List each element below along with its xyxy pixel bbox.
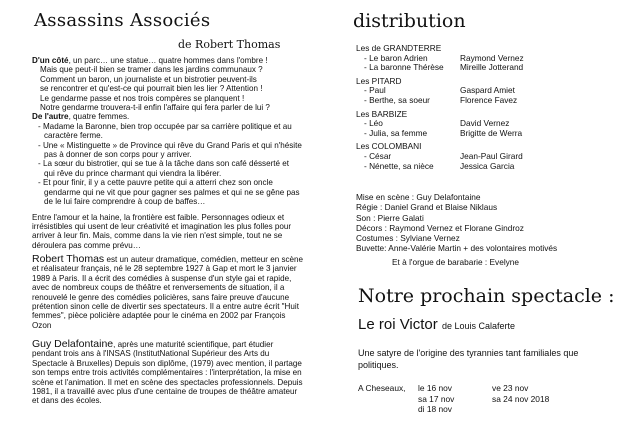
cast-role: - Paul bbox=[364, 85, 386, 96]
cast-group bbox=[356, 142, 616, 171]
credit-line: Mise en scène : Guy Delafontaine bbox=[356, 192, 481, 202]
next-play-title: Le roi Victor bbox=[358, 316, 438, 333]
cast-actor: David Vernez bbox=[460, 118, 510, 129]
next-show-heading: Notre prochain spectacle : bbox=[358, 285, 615, 307]
date-item: sa 17 nov bbox=[418, 393, 455, 404]
intro-lead-1 bbox=[32, 56, 302, 65]
cast-actor: Gaspard Amiet bbox=[460, 85, 515, 96]
dates-column-2 bbox=[492, 383, 572, 404]
character-item: - Madame la Baronne, bien trop occupée par sa carrière politique et au caractère ferme. bbox=[38, 121, 292, 141]
cast-group-name: Les BARBIZE bbox=[356, 108, 408, 119]
director-bio bbox=[32, 340, 304, 406]
cast-row bbox=[356, 96, 616, 106]
cast-group bbox=[356, 77, 616, 106]
author-bio-text bbox=[32, 255, 304, 330]
author-bio-name: Robert Thomas bbox=[32, 253, 105, 265]
cast-actor: Raymond Vernez bbox=[460, 52, 524, 63]
dates-column-1 bbox=[418, 383, 498, 415]
next-play-author: de Louis Calaferte bbox=[441, 321, 515, 331]
character-item: - Et pour finir, il y a cette pauvre petite qui a atterri chez son oncle gendarme qui ne vit que pour gagner ses palmes et qui ne se gêne pas de le lui faire comprendre à coup de baffes… bbox=[38, 178, 300, 207]
cast-actor: Mireille Jotterand bbox=[460, 62, 524, 73]
intro-lead-1-bold: D'un côté bbox=[32, 56, 69, 65]
intro-line: Notre gendarme trouvera-t-il enfin l'affaire qui fera parler de lui ? bbox=[40, 103, 270, 113]
credit-line: Buvette: Anne-Valérie Martin + des volontaires motivés bbox=[356, 243, 558, 254]
cast-role: - Nénette, sa nièce bbox=[364, 160, 434, 171]
director-bio-text bbox=[32, 340, 304, 406]
cast-actor: Brigitte de Werra bbox=[460, 127, 523, 138]
cast-row bbox=[356, 162, 616, 172]
distribution-title: distribution bbox=[353, 10, 466, 32]
character-item: - Une « Mistinguette » de Province qui rêve du Grand Paris et qui n'hésite pas à donner de son corps pour y arriver. bbox=[38, 140, 302, 160]
intro-closing: Entre l'amour et la haine, la frontière est faible. Personnages odieux et irrésistibles qui usent de leur créativité et imagination les plus folles pour arriver à leur fin. Mais, comme dans la vie rien n'est simple, tout ne se déroulera pas comme prévu… bbox=[32, 212, 292, 250]
play-title: Assassins Associés bbox=[34, 10, 211, 31]
cast-actor: Jessica Garcia bbox=[460, 160, 515, 171]
cast-group-name: Les de GRANDTERRE bbox=[356, 43, 442, 53]
cast-actor: Jean-Paul Girard bbox=[460, 150, 523, 161]
next-play-synopsis: Une satyre de l'origine des tyrannies tant familiales que politiques. bbox=[358, 348, 579, 370]
credit-line: Régie : Daniel Grand et Blaise Niklaus bbox=[356, 202, 498, 213]
orgue-credit: Et à l'orgue de barabarie : Evelyne bbox=[392, 256, 520, 267]
intro-lead-1-rest: , un parc… une statue… quatre hommes dans l'ombre ! bbox=[68, 56, 268, 65]
date-item: le 16 nov bbox=[418, 383, 452, 393]
cast-group-name: Les PITARD bbox=[356, 75, 402, 86]
director-bio-name: Guy Delafontaine bbox=[32, 338, 114, 350]
cast-group-name: Les COLOMBANI bbox=[356, 141, 422, 152]
credit-line: Son : Pierre Galati bbox=[356, 212, 424, 223]
intro-lead-2 bbox=[32, 112, 302, 121]
cast-role: - Léo bbox=[364, 118, 383, 129]
author-bio bbox=[32, 255, 304, 330]
cast-row bbox=[356, 63, 616, 73]
director-bio-body: , après une maturité scientifique, part étudier pendant trois ans à l'INSAS (InstitutNational Supérieur des Arts du Spectacle à Bruxelles) Depuis son diplôme, (1979) avec mention, il partage son temps entre trois activités complémentaires : l'interprétation, la mise en scène et l'animation. Il met en scène des spectacles professionnels. Depuis 1981, il a travaillé avec plus d'une centaine de troupes de théâtre amateur et dans des écoles. bbox=[32, 340, 303, 406]
credits-list bbox=[356, 192, 626, 267]
intro-line: se rencontrer et qu'est-ce qui pourrait bien les lier ? Attention ! bbox=[40, 84, 263, 94]
venue: A Cheseaux, bbox=[358, 383, 406, 393]
cast-group bbox=[356, 110, 616, 139]
date-item: ve 23 nov bbox=[492, 383, 529, 393]
cast-role: - Berthe, sa soeur bbox=[364, 94, 430, 105]
date-item: di 18 nov bbox=[418, 404, 452, 415]
credit-line: Décors : Raymond Vernez et Florane Gindroz bbox=[356, 222, 524, 233]
cast-group bbox=[356, 44, 616, 73]
credit-line: Costumes : Sylviane Vernez bbox=[356, 233, 460, 244]
cast-role: - César bbox=[364, 150, 392, 161]
date-item: sa 24 nov 2018 bbox=[492, 393, 550, 404]
synopsis-block bbox=[32, 56, 302, 250]
cast-actor: Florence Favez bbox=[460, 94, 518, 105]
next-play bbox=[358, 316, 515, 333]
character-item: - La sœur du bistrotier, qui se tue à la tâche dans son café désserté et qui rêve du prince charmant qui viendra la libérer. bbox=[38, 159, 290, 178]
play-author: de Robert Thomas bbox=[178, 38, 281, 51]
cast-role: - Julia, sa femme bbox=[364, 127, 428, 138]
intro-line: Comment un baron, un journaliste et un bistrotier peuvent-ils bbox=[40, 74, 257, 84]
author-bio-body: est un auteur dramatique, comédien, metteur en scène et réalisateur français, né le 28 septembre 1927 à Gap et mort le 3 janvier 1989 à Paris. Il a écrit des comédies à suspense d'un style gai et rapide, avec de nombreux coups de théâtre et renversements de situation, il a renouvelé le genre des comédies policières, sans faire preuve d'aucune prétention sinon celle de divertir ses spectateurs. Il a entre autre écrit "Huit femmes", pièce policière adaptée pour le cinéma en 2002 par François Ozon bbox=[32, 255, 304, 330]
cast-role: - Le baron Adrien bbox=[364, 52, 428, 63]
intro-line: Le gendarme passe et nos trois compères se planquent ! bbox=[40, 93, 245, 103]
cast-list bbox=[356, 44, 616, 175]
intro-lead-2-bold: De l'autre bbox=[32, 112, 69, 122]
cast-row bbox=[356, 129, 616, 139]
cast-role: - La baronne Thérèse bbox=[364, 62, 444, 73]
intro-line: Mais que peut-il bien se tramer dans les jardins communaux ? bbox=[40, 65, 263, 75]
intro-lead-2-rest: , quatre femmes. bbox=[68, 112, 130, 122]
